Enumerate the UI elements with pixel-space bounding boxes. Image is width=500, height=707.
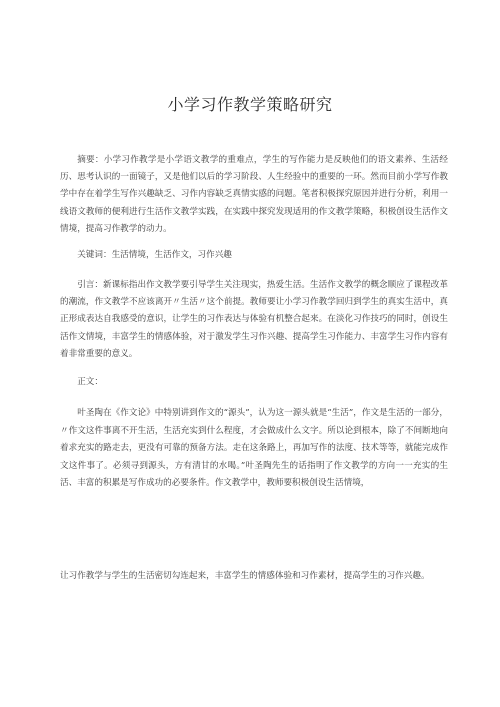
body-paragraph: 叶圣陶在《作文论》中特别讲到作文的“源头”，认为这一源头就是“生活”，作文是生活的一部分，〃作文这件事离不开生活，生活充实到什么程度，才会做成什么文字。所以论到根本，除了不间断地向着求充实的路走去，更没有可靠的预备方法。走在这条路上，再加写作的法度、技术等等，就能完成作文这件事了。必须寻到源头，方有清甘的水喝。”叶圣陶先生的话指明了作文教学的方向一一充实的生活、丰富的积累是写作成功的必要条件。作文教学中，教师要积极创设生活情境， [60,408,448,489]
document-title: 小学习作教学策略研究 [167,95,333,114]
introduction-paragraph: 引言：新课标指出作文教学要引导学生关注现实，热爱生活。生活作文教学的概念顺应了课程改革的潮流，作文教学不应该离开〃生活〃这个前提。教师要让小学习作教学回归到学生的真实生活中，真正形成表达自我感受的意识，让学生的习作表达与体验有机整合起来。在淡化习作技巧的同时，创设生活作文情境，丰富学生的情感体验，对于激发学生习作兴趣、提高学生习作能力、丰富学生习作内容有着非常重要的意义。 [60,280,448,359]
abstract-paragraph: 摘要：小学习作教学是小学语文教学的重难点，学生的写作能力是反映他们的语文素养、生活经历、思考认识的一面镜子，又是他们以后的学习阶段、人生经验中的重要的一环。然而目前小学写作教学中存在着学生写作兴趣缺乏、习作内容缺乏真情实感的问题。笔者积极探究原因并进行分析，利用一线语文教师的便利进行生活作文教学实践，在实践中探究发现适用的作文教学策略，积极创设生活作文情境，提高习作教学的动力。 [60,155,448,234]
keywords-paragraph: 关键词：生活情境，生活作文，习作兴趣 [77,250,232,260]
body-paragraph-continued: 让习作教学与学生的生活密切勾连起来，丰富学生的情感体验和习作素材，提高学生的习作兴趣。 [60,571,430,581]
body-heading: 正文： [77,377,103,387]
